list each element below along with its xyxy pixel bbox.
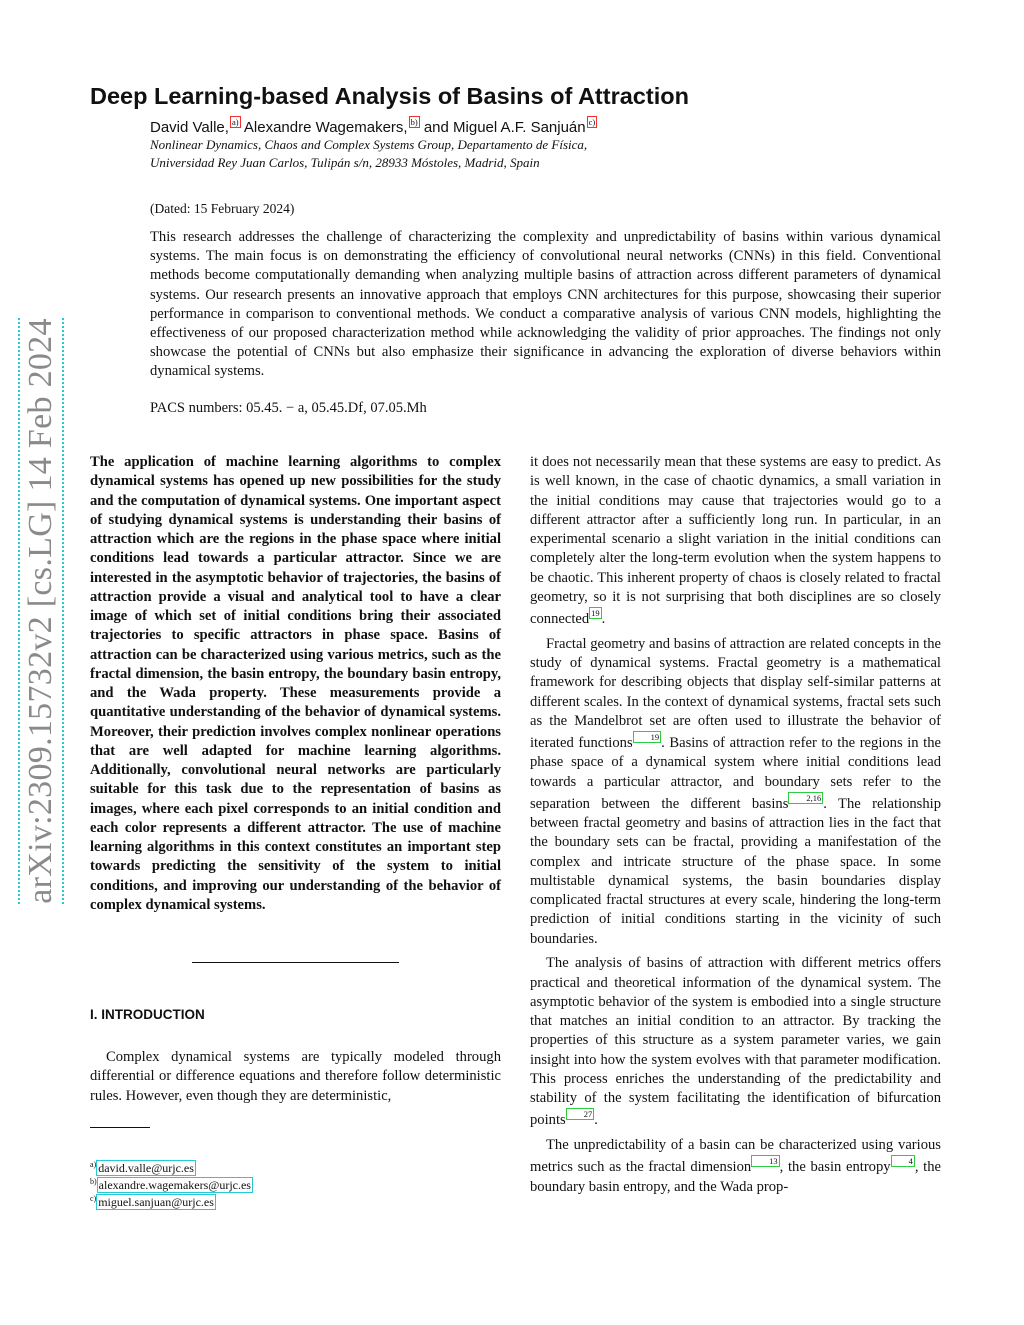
intro-paragraph: Complex dynamical systems are typically modeled through differential or difference equations and therefore follow deterministic rules. However, even though they are deterministic,	[90, 1049, 501, 1104]
section-heading-introduction: I. INTRODUCTION	[90, 1007, 205, 1022]
body-paragraph: The analysis of basins of attraction with different metrics offers practical and theoretical information of the dynamical system. The asymptotic behavior of the system is embodied into a single structure that matches an initial condition to an attractor. By tracking the properties of this structure as a system parameter varies, we gain insight into how the system evolves with that parameter modification. This process enriches the understanding of the predictability and stability of the system facilitating the identification of bifurcation points 27 .	[530, 955, 941, 1129]
author-name: and Miguel A.F. Sanjuán	[419, 119, 586, 136]
email-link[interactable]: alexandre.wagemakers@urjc.es	[98, 1178, 251, 1192]
arxiv-id-text: arXiv:2309.15732v2 [cs.LG] 14 Feb 2024	[22, 318, 59, 904]
citation-link[interactable]: 27	[566, 1108, 595, 1120]
footnote-mark: a)	[90, 1160, 97, 1169]
author-list	[150, 116, 597, 136]
email-link[interactable]: david.valle@urjc.es	[98, 1161, 194, 1175]
date-line: (Dated: 15 February 2024)	[150, 201, 295, 216]
abstract: This research addresses the challenge of characterizing the complexity and unpredictability of basins within various dynamical systems. The main focus is on demonstrating the efficiency of convolutional neural networks (CNNs) in this field. Conventional methods become computationally demanding when analyzing multiple basins of attraction across different parameters of dynamical systems. Our research presents an innovative approach that employs CNN architectures for this purpose, showcasing their superior performance in comparison to conventional methods. We conduct a comparative analysis of various CNN models, highlighting the effectiveness of our proposed characterization method while acknowledging the validity of prior approaches. The findings not only showcase the potential of CNNs but also emphasize their significance in advancing the exploration of diverse behaviors within dynamical systems.	[150, 229, 941, 380]
footnote-mark: c)	[90, 1194, 97, 1203]
citation-link[interactable]: 13	[751, 1155, 780, 1167]
body-paragraph: Fractal geometry and basins of attraction are related concepts in the study of dynamical systems. Fractal geometry is a mathematical framework for describing objects that display self-similar patterns at different scales. In the context of dynamical systems, fractal sets such as the Mandelbrot set are often used to illustrate the behavior of iterated functions 19 . Basins of attraction refer to the regions in the phase space of a dynamical system where initial conditions lead towards a particular attractor, and boundary sets refer to the separation between the different basins 2,16 . The relationship between fractal geometry and basins of attraction lies in the fact that the boundary sets can be fractal, providing a manifestation of the complex and intricate structure of the phase space. In some multistable dynamical systems, the basin boundaries display complicated fractal structures at every scale, hindering the long-term prediction of initial conditions starting in the vicinity of such boundaries.	[530, 635, 941, 947]
affiliation	[150, 136, 750, 172]
right-column	[530, 453, 941, 1202]
affiliation-line: Universidad Rey Juan Carlos, Tulipán s/n, 28933 Móstoles, Madrid, Spain	[150, 155, 540, 170]
footnote	[90, 1160, 196, 1176]
citation-link[interactable]: 2,16	[788, 792, 823, 804]
section-divider	[192, 962, 399, 963]
body-paragraph: The unpredictability of a basin can be characterized using various metrics such as the fractal dimension 13 , the basin entropy 4 , the boundary basin entropy, and the Wada prop-	[530, 1137, 941, 1195]
footnote-mark: b)	[90, 1177, 97, 1186]
author-footnote-link[interactable]: a)	[231, 117, 239, 127]
author-footnote-link[interactable]: b)	[410, 117, 418, 127]
arxiv-identifier-stamp	[18, 318, 64, 904]
footnote-divider	[90, 1127, 150, 1128]
citation-link[interactable]: 19	[633, 731, 662, 743]
footnote	[90, 1177, 253, 1193]
body-paragraph: it does not necessarily mean that these systems are easy to predict. As is well known, in the case of chaotic dynamics, a small variation in the initial conditions may cause that trajectories would go to a different attractor after a sufficiently long run. In particular, in an experimental scenario a slight variation in the initial conditions can completely alter the long-term evolution when the system happens to be chaotic. This inherent property of chaos is closely related to fractal geometry, so it is not surprising that both disciplines are so closely connected 19 .	[530, 454, 941, 627]
author-footnote-link[interactable]: c)	[588, 117, 596, 127]
highlight-paragraph: The application of machine learning algorithms to complex dynamical systems has opened up new possibilities for the study and the computation of dynamical systems. One important aspect of studying dynamical systems is understanding their basins of attraction which are the regions in the phase space where initial conditions lead towards a particular attractor. Since we are interested in the asymptotic behavior of trajectories, the basins of attraction provide a visual and analytical tool to have a clear image of which set of initial conditions bring their associated trajectories to specific attractors in phase space. Basins of attraction can be characterized using various metrics, such as the fractal dimension, the basin entropy, the boundary basin entropy, and the Wada property. These measurements provide a quantitative understanding of the behavior of dynamical systems. Moreover, their prediction involves complex nonlinear operations that are well adapted for machine learning algorithms. Additionally, convolutional neural networks are particularly suitable for this task due to the representation of basins as images, where each pixel corresponds to an initial condition and each color represents a different attractor. The use of machine learning algorithms in this context constitutes an important step towards predicting the sensitivity of the system to initial conditions, and improving our understanding of the behavior of complex dynamical systems.	[90, 454, 501, 913]
citation-link[interactable]: 19	[591, 608, 600, 618]
paper-title: Deep Learning-based Analysis of Basins of Attraction	[90, 83, 689, 109]
footnote	[90, 1194, 216, 1210]
citation-link[interactable]: 4	[891, 1155, 915, 1167]
email-link[interactable]: miguel.sanjuan@urjc.es	[98, 1195, 214, 1209]
affiliation-line: Nonlinear Dynamics, Chaos and Complex Systems Group, Departamento de Física,	[150, 137, 588, 152]
pacs-numbers: PACS numbers: 05.45. − a, 05.45.Df, 07.05.Mh	[150, 400, 427, 416]
author-name: Alexandre Wagemakers,	[240, 119, 408, 136]
author-name: David Valle,	[150, 119, 229, 136]
